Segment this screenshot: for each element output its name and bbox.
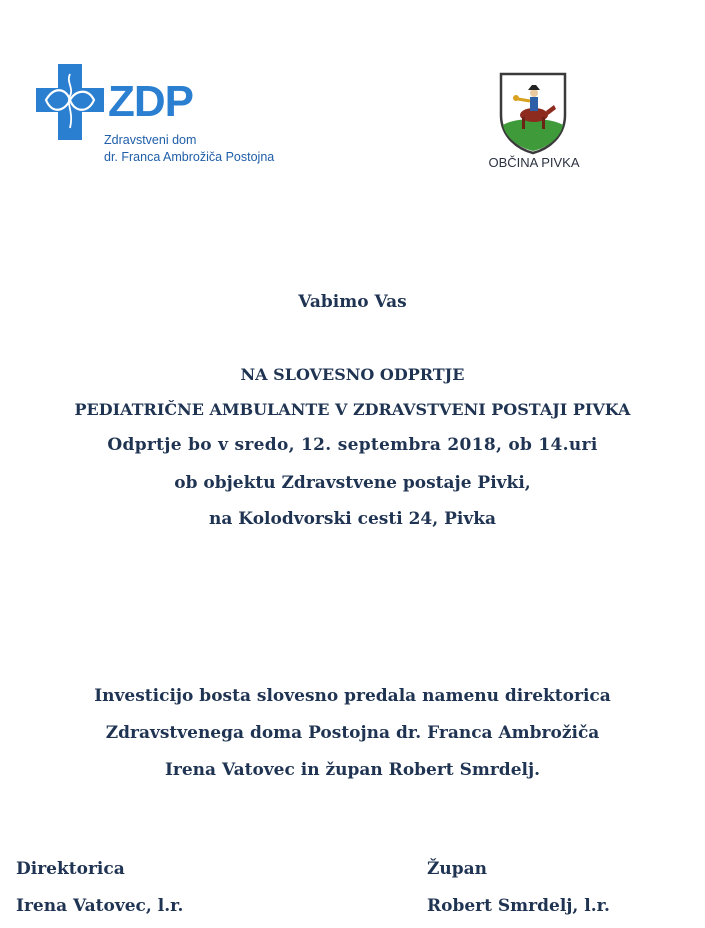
zdp-logo-line1: Zdravstveni dom <box>104 133 197 147</box>
paragraph-line2: Zdravstvenega doma Postojna dr. Franca Ambrožiča <box>105 723 600 743</box>
zdp-logo-letters: ZDP <box>108 77 193 126</box>
event-title-line1: NA SLOVESNO ODPRTJE <box>240 365 465 384</box>
municipality-name: OBČINA PIVKA <box>488 155 580 170</box>
coat-of-arms-icon <box>498 71 568 155</box>
signature-right-role: Župan <box>427 859 488 879</box>
medical-cross-icon <box>36 62 106 142</box>
greeting: Vabimo Vas <box>298 292 407 312</box>
event-location-line2: na Kolodvorski cesti 24, Pivka <box>209 509 496 529</box>
event-location-line1: ob objektu Zdravstvene postaje Pivki, <box>174 473 531 493</box>
paragraph-line1: Investicijo bosta slovesno predala namenu direktorica <box>94 686 611 706</box>
zdp-logo-line2: dr. Franca Ambrožiča Postojna <box>104 150 275 164</box>
paragraph-line3: Irena Vatovec in župan Robert Smrdelj. <box>164 760 541 780</box>
zdp-logo-subtitle <box>104 132 274 166</box>
event-title-line2: PEDIATRIČNE AMBULANTE V ZDRAVSTVENI POSTAJI PIVKA <box>74 400 631 419</box>
signature-right-name: Robert Smrdelj, l.r. <box>427 896 610 916</box>
signature-left-name: Irena Vatovec, l.r. <box>16 896 184 916</box>
signature-left-role: Direktorica <box>16 859 125 879</box>
coat-of-arms <box>498 71 568 155</box>
event-date: Odprtje bo v sredo, 12. septembra 2018, ob 14.uri <box>107 435 598 455</box>
